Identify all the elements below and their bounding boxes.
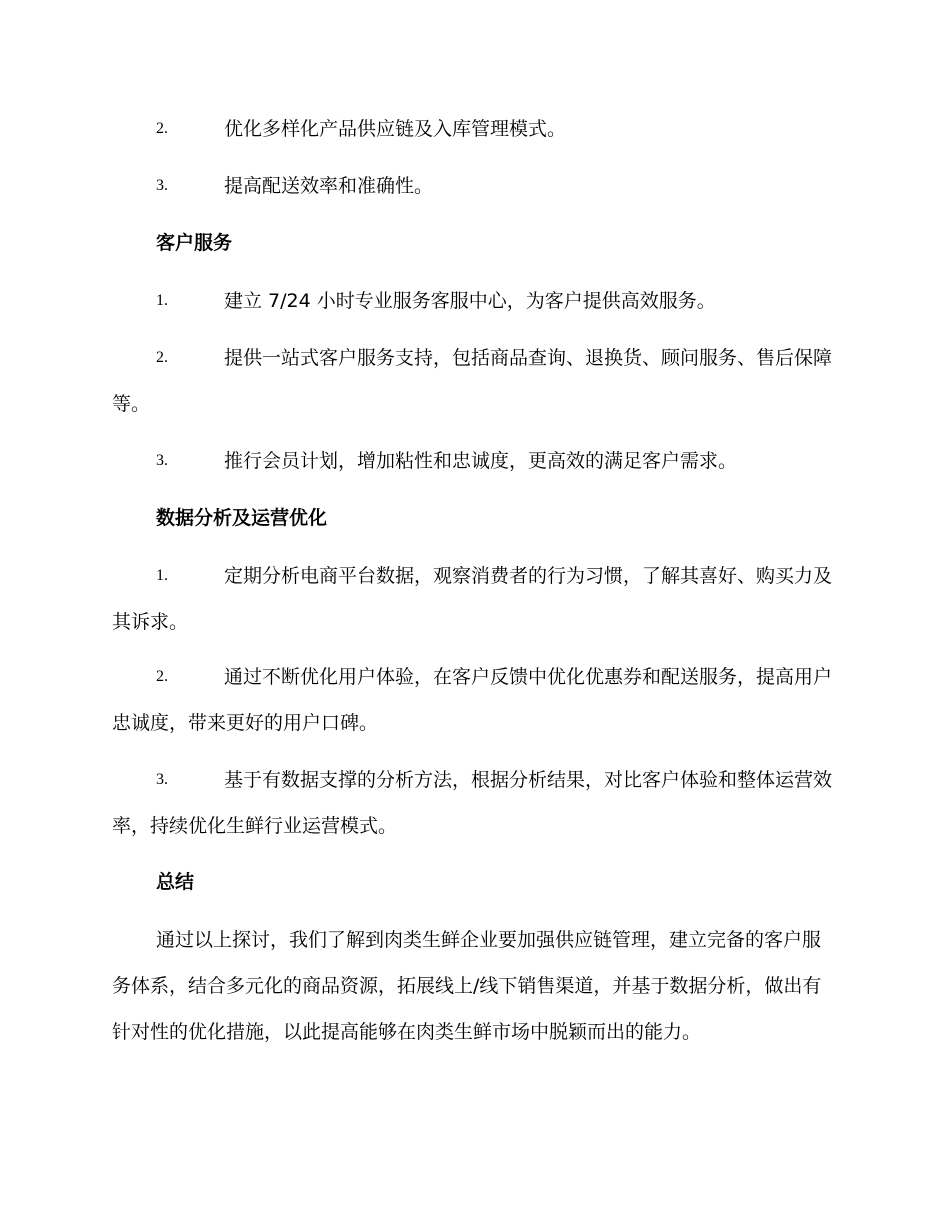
list-text: 优化多样化产品供应链及入库管理模式。 xyxy=(224,118,567,140)
list-text: 建立 7/24 小时专业服务客服中心，为客户提供高效服务。 xyxy=(224,290,716,312)
list-item xyxy=(112,278,838,324)
list-text: 提高配送效率和准确性。 xyxy=(224,175,434,197)
section-heading: 客户服务 xyxy=(156,232,233,254)
list-text: 推行会员计划，增加粘性和忠诚度，更高效的满足客户需求。 xyxy=(224,450,738,472)
list-text: 提供一站式客户服务支持，包括商品查询、退换货、顾问服务、售后保障等。 xyxy=(112,347,833,415)
list-item xyxy=(112,438,838,484)
list-text: 定期分析电商平台数据，观察消费者的行为习惯，了解其喜好、购买力及其诉求。 xyxy=(112,565,833,633)
list-number: 3. xyxy=(156,177,168,194)
list-number: 3. xyxy=(156,452,168,469)
list-number: 2. xyxy=(156,668,168,685)
list-item xyxy=(112,757,838,849)
list-number: 2. xyxy=(156,349,168,366)
list-item xyxy=(112,163,838,209)
summary-paragraph: 通过以上探讨，我们了解到肉类生鲜企业要加强供应链管理，建立完备的客户服务体系，结合多元化的商品资源，拓展线上/线下销售渠道，并基于数据分析，做出有针对性的优化措施，以此提高能够在肉类生鲜市场中脱颖而出的能力。 xyxy=(112,929,822,1043)
list-number: 1. xyxy=(156,567,168,584)
list-number: 2. xyxy=(156,120,168,137)
list-text: 通过不断优化用户体验，在客户反馈中优化优惠券和配送服务，提高用户忠诚度，带来更好的用户口碑。 xyxy=(112,666,833,734)
section-heading: 总结 xyxy=(156,871,195,893)
list-text: 基于有数据支撑的分析方法，根据分析结果，对比客户体验和整体运营效率，持续优化生鲜行业运营模式。 xyxy=(112,769,833,837)
section-heading: 数据分析及运营优化 xyxy=(156,507,328,529)
list-number: 1. xyxy=(156,292,168,309)
list-item xyxy=(112,335,838,427)
list-number: 3. xyxy=(156,771,168,788)
list-item xyxy=(112,553,838,645)
list-item xyxy=(112,106,838,152)
list-item xyxy=(112,654,838,746)
